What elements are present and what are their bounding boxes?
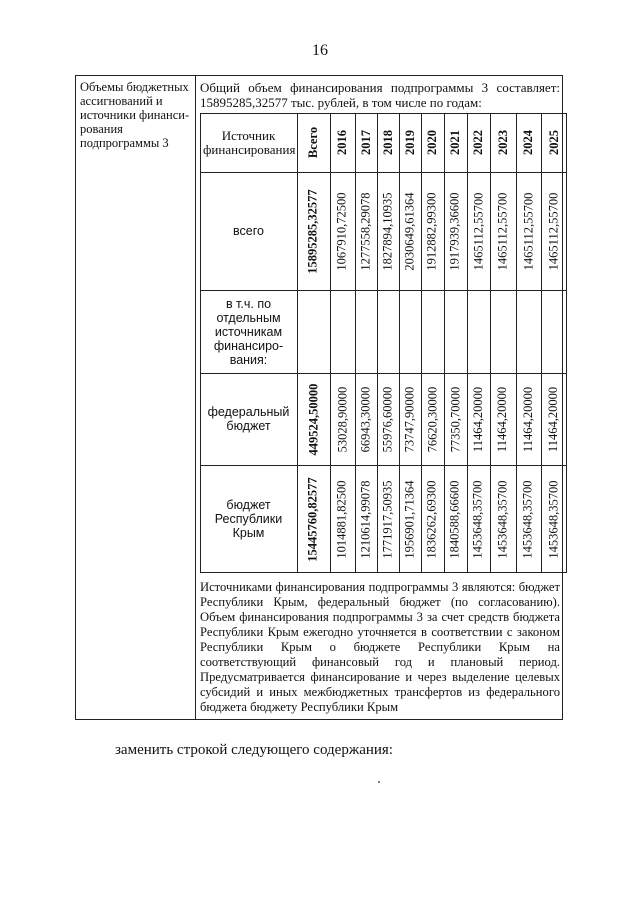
replace-instruction: заменить строкой следующего содержания:	[115, 742, 393, 758]
row-total: 449524,50000	[306, 383, 320, 455]
header-source-label: Источник финансирования	[203, 128, 296, 157]
year-value-cell	[490, 172, 516, 290]
header-year: 2023	[495, 130, 510, 155]
row-total: 15895285,32577	[306, 188, 320, 274]
year-value: 1453648,35700	[521, 479, 535, 559]
year-value: 76620,30000	[425, 386, 439, 452]
header-year-cell	[490, 113, 516, 172]
year-value: 73747,90000	[402, 386, 417, 452]
year-value: 1453648,35700	[546, 479, 561, 559]
year-value: 66943,30000	[358, 386, 373, 452]
year-value: 11464,20000	[471, 386, 486, 452]
year-value-cell	[421, 373, 444, 465]
header-year: 2018	[380, 130, 395, 155]
year-value-cell	[444, 172, 467, 290]
year-value: 1771917,50935	[380, 479, 395, 559]
header-year: 2021	[448, 130, 462, 155]
header-year: 2020	[425, 130, 439, 155]
intro-line-2: 15895285,32577 тыс. рублей, в том числе по годам:	[200, 95, 482, 110]
year-value-cell	[399, 465, 421, 573]
header-year-cell	[444, 113, 467, 172]
year-value: 1210614,99078	[358, 479, 373, 559]
year-value: 1465112,55700	[495, 192, 510, 270]
year-value: 1840588,66600	[448, 479, 462, 559]
year-value-cell	[355, 465, 377, 573]
year-value: 1277558,29078	[358, 191, 373, 271]
year-value: 1014881,82500	[335, 479, 349, 559]
year-value: 53028,90000	[335, 386, 349, 452]
year-value-cell	[421, 465, 444, 573]
year-value-cell	[377, 373, 399, 465]
row-total-cell	[297, 465, 330, 573]
row-divider	[200, 290, 567, 291]
year-value-cell	[444, 465, 467, 573]
year-value: 1453648,35700	[495, 479, 510, 559]
year-value-cell	[490, 373, 516, 465]
left-cell-text: Объемы бюджетных ассигнований и источники финанси-рования подпрограммы 3	[80, 80, 190, 150]
year-value-cell	[541, 172, 567, 290]
year-value-cell	[541, 373, 567, 465]
header-year-cell	[330, 113, 355, 172]
header-year: 2016	[335, 130, 349, 155]
year-value: 55976,60000	[380, 386, 395, 452]
header-year-cell	[377, 113, 399, 172]
year-value-cell	[444, 373, 467, 465]
year-value-cell	[355, 373, 377, 465]
year-value-cell	[421, 172, 444, 290]
header-total: Всего	[305, 126, 320, 159]
year-value: 1917939,36600	[448, 191, 462, 271]
year-value: 1956901,71364	[402, 479, 417, 559]
year-value-cell	[377, 172, 399, 290]
year-value: 11464,20000	[521, 386, 536, 452]
year-value-cell	[330, 373, 355, 465]
year-value-cell	[541, 465, 567, 573]
year-value: 1067910,72500	[335, 191, 349, 271]
year-value-cell	[516, 172, 541, 290]
page-number: 16	[312, 42, 328, 59]
header-year: 2025	[546, 130, 561, 155]
stray-dot	[378, 781, 380, 783]
intro-line-1: Общий объем финансирования подпрограммы 3 составляет:	[200, 80, 560, 95]
row-label: бюджет Республики Крым	[214, 498, 283, 540]
year-value: 77350,70000	[448, 386, 462, 452]
outer-column-divider	[195, 75, 196, 720]
header-year: 2017	[358, 130, 373, 155]
year-value: 1465112,55700	[546, 192, 561, 270]
row-total-cell	[297, 373, 330, 465]
year-value-cell	[377, 465, 399, 573]
row-label: всего	[233, 224, 264, 238]
year-value: 11464,20000	[546, 386, 561, 452]
year-value-cell	[355, 172, 377, 290]
row-label: в т.ч. по отдельным источникам финансиро-вания:	[213, 297, 284, 367]
year-value: 1836262,69300	[425, 479, 439, 559]
year-value-cell	[467, 172, 490, 290]
header-year-cell	[467, 113, 490, 172]
year-value-cell	[516, 465, 541, 573]
header-year-cell	[399, 113, 421, 172]
year-value: 2030649,61364	[402, 191, 417, 271]
header-year: 2022	[471, 130, 485, 155]
year-value-cell	[467, 373, 490, 465]
row-label: федеральный бюджет	[207, 405, 290, 433]
year-value-cell	[330, 465, 355, 573]
year-value: 1912882,99300	[425, 191, 439, 271]
row-total-cell	[297, 172, 330, 290]
header-year: 2019	[402, 130, 417, 155]
header-year-cell	[541, 113, 567, 172]
header-total-cell	[297, 113, 330, 172]
year-value: 1465112,55700	[471, 192, 486, 270]
year-value: 1453648,35700	[471, 479, 485, 559]
year-value: 11464,20000	[495, 386, 510, 452]
year-value-cell	[399, 172, 421, 290]
row-total: 15445760,82577	[306, 476, 320, 562]
year-value-cell	[516, 373, 541, 465]
header-year-cell	[355, 113, 377, 172]
year-value: 1465112,55700	[521, 192, 536, 270]
year-value-cell	[490, 465, 516, 573]
header-year-cell	[421, 113, 444, 172]
funding-sources-paragraph: Источниками финансирования подпрограммы 3 являются: бюджет Республики Крым, федеральный бюджет (по согласованию). Объем финансирования подпрограммы 3 за счет средств бюджета Республики Крым ежегодно уточняется в соответствии с законом Республики Крым о бюджете Республики Крым на соответствующий финансовый год и плановый период. Предусматривается финансирование и через выделение целевых субсидий и иных межбюджетных трансфертов из федерального бюджета бюджету Республики Крым	[200, 580, 560, 714]
year-value-cell	[467, 465, 490, 573]
intro-text	[200, 80, 560, 110]
header-year: 2024	[521, 130, 535, 155]
header-year-cell	[516, 113, 541, 172]
year-value-cell	[399, 373, 421, 465]
year-value: 1827894,10935	[380, 191, 395, 271]
year-value-cell	[330, 172, 355, 290]
